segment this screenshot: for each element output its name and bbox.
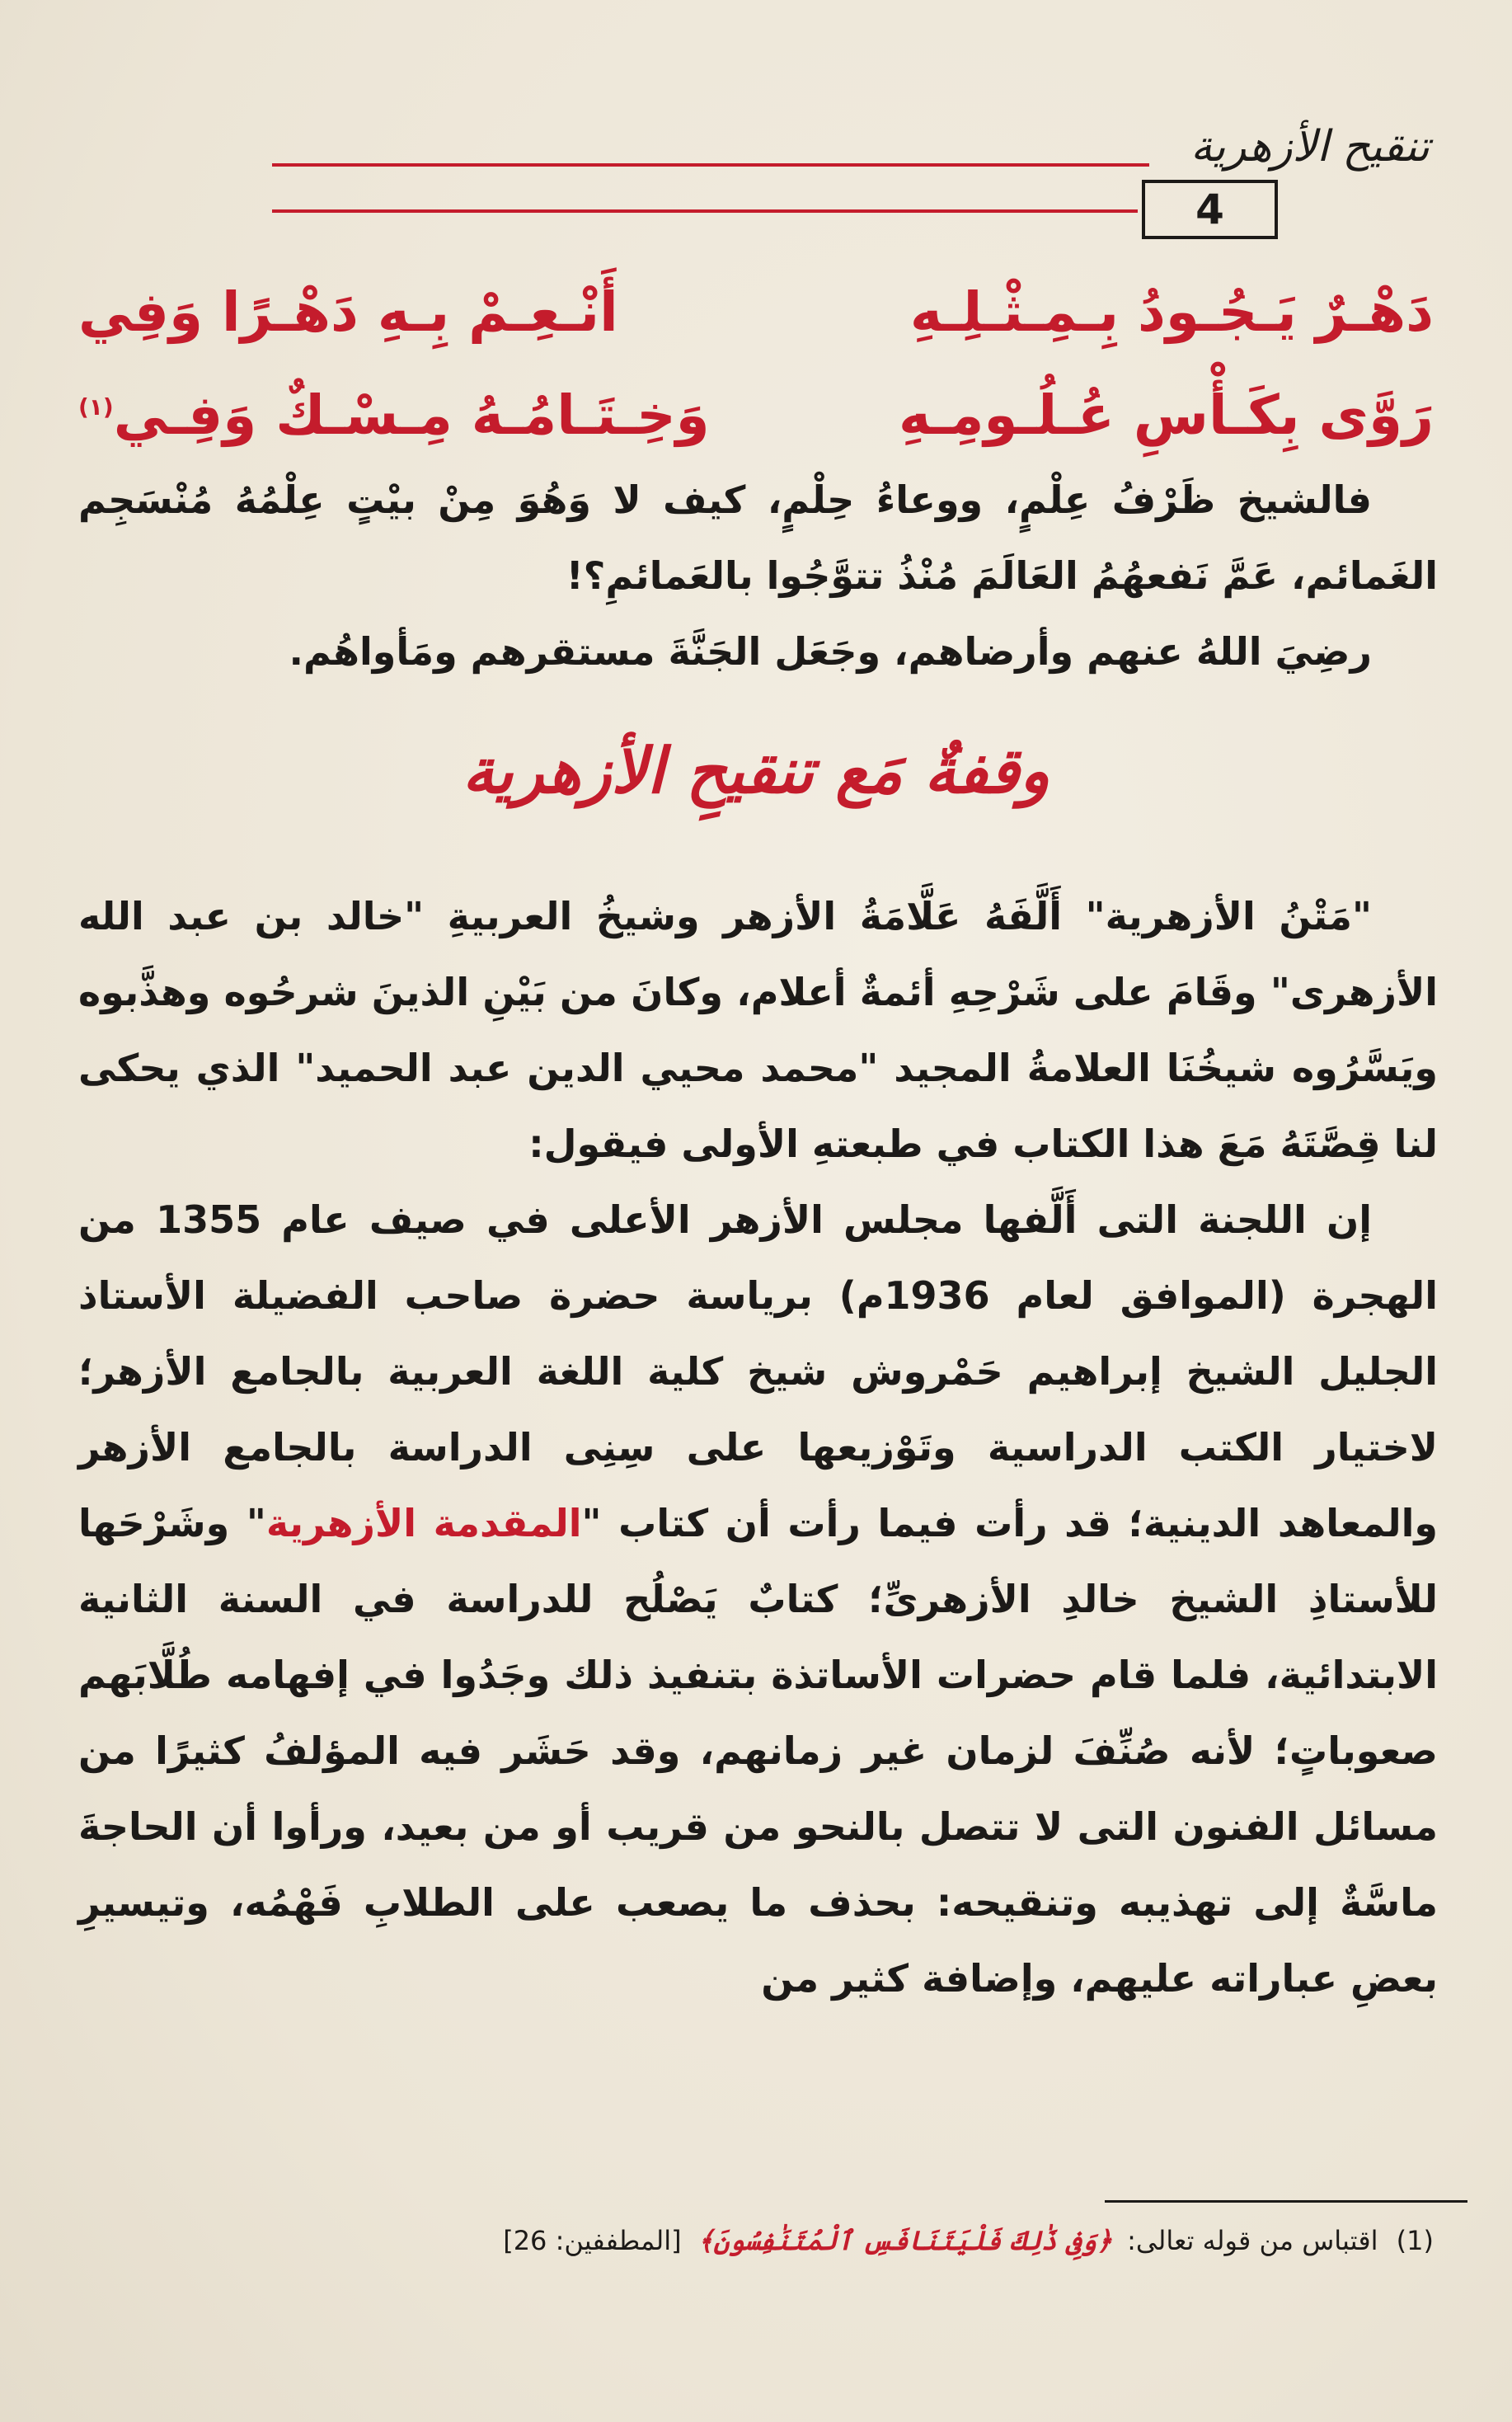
footnote-number: (1) xyxy=(1396,2225,1434,2256)
poem-hemistich-first: رَوَّى بِكَـأْسِ عُـلُـومِـهِ xyxy=(898,383,1434,447)
paragraph: "مَتْنُ الأزهرية" أَلَّفَهُ عَلَّامَةُ الأزهر وشيخُ العربيةِ "خالد بن عبد الله الأزهرى" وقَامَ على شَرْحِهِ أئمةٌ أعلام، وكانَ من بَيْنِ الذينَ شرحُوه وهذَّبوه ويَسَّرُوه شيخُنَا العلامةُ المجيد "محمد محيي الدين عبد الحميد" الذي يحكى لنا قِصَّتَهُ مَعَ هذا الكتاب في طبعتهِ الأولى فيقول: xyxy=(78,894,1438,1166)
page-number: 4 xyxy=(1142,180,1278,239)
header-rule-top xyxy=(272,163,1149,167)
footnote-text: اقتباس من قوله تعالى: xyxy=(1127,2225,1378,2256)
section-heading: وقفةٌ مَع تنقيحِ الأزهرية xyxy=(462,734,1050,807)
poem-line xyxy=(78,280,1434,379)
main-text xyxy=(78,878,1438,2016)
intro-text xyxy=(78,462,1438,689)
paragraph: إن اللجنة التى أَلَّفها مجلس الأزهر الأعلى في صيف عام 1355 من الهجرة (الموافق لعام 1936م) برياسة حضرة صاحب الفضيلة الأستاذ الجليل الشيخ إبراهيم حَمْروش شيخ كلية اللغة العربية بالجامع الأزهر؛ لاختيار الكتب الدراسية وتَوْزيعها على سِنِى الدراسة بالجامع الأزهر والمعاهد الدينية؛ قد رأت فيما رأت أن كتاب "المقدمة الأزهرية" وشَرْحَها للأستاذِ الشيخ خالدِ الأزهرىِّ؛ كتابٌ يَصْلُح للدراسة في السنة الثانية الابتدائية، فلما قام حضرات الأساتذة بتنفيذ ذلك وجَدُوا في إفهامه طُلَّابَهم صعوباتٍ؛ لأنه صُنِّفَ لزمان غير زمانهم، وقد حَشَر فيه المؤلفُ كثيرًا من مسائل الفنون التى لا تتصل بالنحو من قريب أو من بعيد، ورأوا أن الحاجةَ ماسَّةٌ إلى تهذيبه وتنقيحه: بحذف ما يصعب على الطلابِ فَهْمُه، وتيسيرِ بعضِ عباراته عليهم، وإضافة كثير من xyxy=(78,1197,1438,2001)
poem xyxy=(78,280,1434,482)
poem-hemistich-second: أَنْـعِـمْ بِـهِ دَهْـرًا وَفِي xyxy=(78,280,618,344)
header-title: تنقيح الأزهرية xyxy=(1190,122,1430,172)
footnote xyxy=(247,2212,1434,2269)
intro-paragraph: فالشيخ ظَرْفُ عِلْمٍ، ووعاءُ حِلْمٍ، كيف لا وَهُوَ مِنْ بيْتٍ عِلْمُهُ مُنْسَجِم الغَمائم، عَمَّ نَفعهُمُ العَالَمَ مُنْذُ تتوَّجُوا بالعَمائمِ؟! xyxy=(78,477,1438,598)
footnote-separator xyxy=(1105,2200,1467,2203)
footnote-ref: (١) xyxy=(78,393,114,421)
poem-hemistich-second: وَخِـتَـامُـهُ مِـسْـكٌ وَفِـي$^{(١)}$ xyxy=(78,383,710,447)
footnote-source: [المطففين: 26] xyxy=(503,2225,682,2256)
header-rule-bottom xyxy=(272,209,1138,213)
poem-hemistich-first: دَهْـرٌ يَـجُـودُ بِـمِـثْـلِـهِ xyxy=(909,280,1434,344)
intro-paragraph: رضِيَ اللهُ عنهم وأرضاهم، وجَعَل الجَنَّةَ مستقرهم ومَأواهُم. xyxy=(289,629,1372,674)
footnote-quote: ﴿وَفِى ذَٰلِكَ فَلْيَتَنَافَسِ ٱلْمُتَنَٰفِسُونَ﴾ xyxy=(697,2225,1112,2256)
highlight-book-title: المقدمة الأزهرية xyxy=(265,1501,582,1545)
